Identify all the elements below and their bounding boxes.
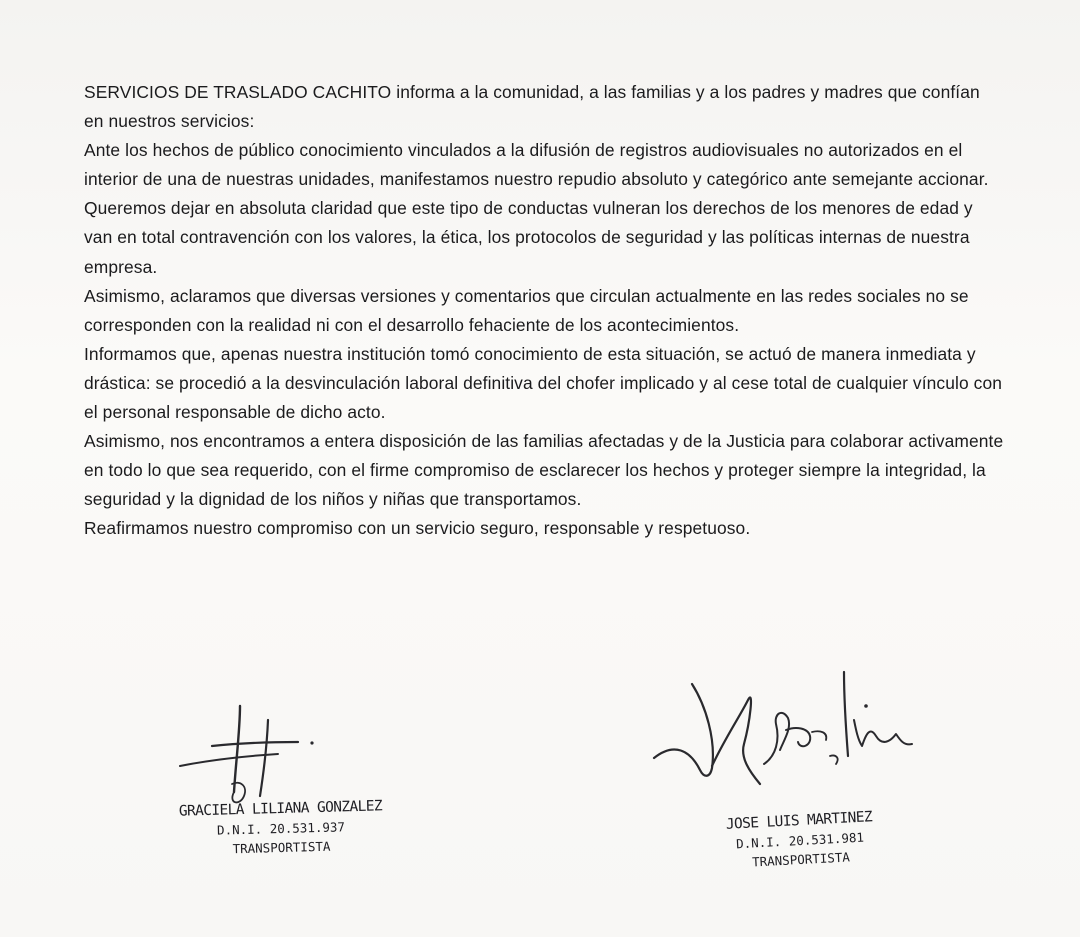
- signatory-stamp-left: [175, 797, 386, 859]
- signatory-stamp-right: [707, 807, 894, 874]
- signatory-role: TRANSPORTISTA: [232, 838, 331, 857]
- paragraph-reaffirm: Reafirmamos nuestro compromiso con un servicio seguro, responsable y respetuoso.: [84, 518, 751, 539]
- paragraph-facts: Ante los hechos de público conocimiento vinculados a la difusión de registros audiovisuales no autorizados en el interior de una de nuestras unidades, manifestamos nuestro repudio absoluto y categórico ante semejante accionar.: [84, 140, 989, 190]
- statement-body: [84, 78, 1004, 544]
- signatory-dni: D.N.I. 20.531.937: [216, 819, 346, 838]
- paragraph-actions: Informamos que, apenas nuestra institución tomó conocimiento de esta situación, se actuó de manera inmediata y drástica: se procedió a la desvinculación laboral definitiva del chofer implicado y al cese total de cualquier vínculo con el personal responsable de dicho acto.: [84, 343, 1002, 423]
- signatory-role: TRANSPORTISTA: [751, 849, 851, 870]
- signature-left: [170, 700, 330, 810]
- paragraph-disposition: Asimismo, nos encontramos a entera disposición de las familias afectadas y de la Justicia para colaborar activamente en todo lo que sea requerido, con el firme compromiso de esclarecer los hechos y proteger siempre la integridad, la seguridad y la dignidad de los niños y niñas que transportamos.: [84, 431, 1004, 510]
- signatory-name: GRACIELA LILIANA GONZALEZ: [178, 798, 383, 820]
- paragraph-versions: Asimismo, aclaramos que diversas versiones y comentarios que circulan actualmente en las redes sociales no se corresponden con la realidad ni con el desarrollo fehaciente de los acontecimientos.: [84, 285, 969, 335]
- signatory-name: JOSE LUIS MARTINEZ: [725, 809, 873, 833]
- signatory-dni: D.N.I. 20.531.981: [735, 829, 865, 852]
- paragraph-clarity: Queremos dejar en absoluta claridad que este tipo de conductas vulneran los derechos de los menores de edad y van en total contravención con los valores, la ética, los protocolos de seguridad y las políticas internas de nuestra empresa.: [84, 198, 973, 277]
- paragraph-intro: SERVICIOS DE TRASLADO CACHITO informa a la comunidad, a las familias y a los padres y madres que confían en nuestros servicios:: [84, 82, 980, 132]
- signature-right: [650, 660, 920, 800]
